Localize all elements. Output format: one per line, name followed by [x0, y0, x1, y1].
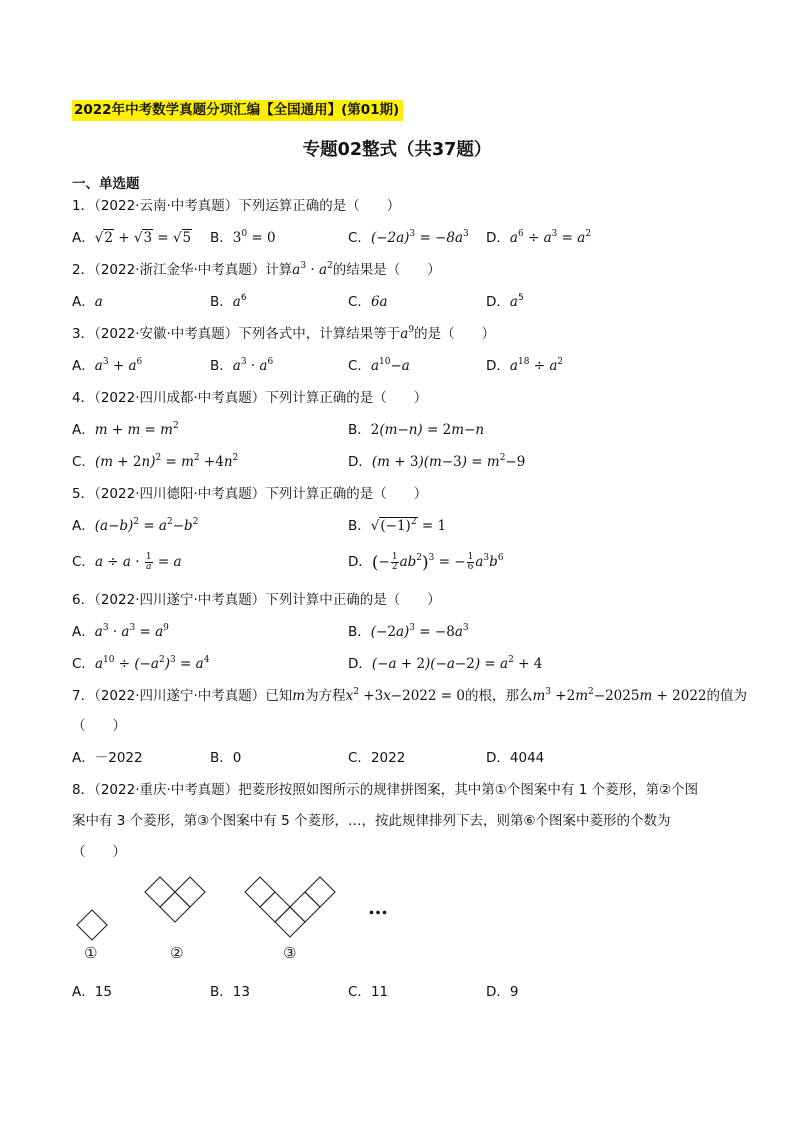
- q8-option-c: C．11: [348, 984, 389, 1000]
- q2-option-d: D．$a^5$: [486, 293, 524, 310]
- question-7: 7．（2022·四川遂宁·中考真题）已知m为方程$x^2 +3x-2022 = 0$的根，那么$m^3 +2m^2-2025m + 2022$的值为: [72, 687, 747, 704]
- q6-option-d: D．$(-a + 2)(-a-2) = a^2 + 4$: [348, 655, 543, 672]
- q1-option-a: A．√2 + √3 = √5: [72, 230, 192, 246]
- page-title: 专题02整式（共37题）: [302, 140, 492, 160]
- pattern-2-rhombus-left: [145, 877, 175, 907]
- pattern-2-rhombus-bottom: [160, 892, 190, 922]
- q4-option-d: D．$(m + 3)(m-3) = m^2-9$: [348, 453, 526, 470]
- q3-option-a: A．$a^3 + a^6$: [72, 357, 143, 374]
- pattern-3-rhombus-1: [245, 877, 275, 907]
- q3-option-b: B．$a^3 \cdot a^6$: [210, 357, 274, 374]
- q4-option-b: B．2(m−n) = 2m−n: [348, 422, 485, 438]
- q4-option-a: A．$m + m = m^2$: [72, 421, 179, 438]
- q5-option-d: D．(− $\frac{1}{2}$ $ab^2)^3$ = − $\frac{1}{6}$ $a^3b^6$: [348, 552, 504, 573]
- q7-option-c: C．2022: [348, 750, 406, 766]
- question-3: 3．（2022·安徽·中考真题）下列各式中，计算结果等于$a^9$的是（ ）: [72, 325, 496, 342]
- q7-option-d: D．4044: [486, 750, 545, 766]
- q4-option-c: C．$(m + 2n)^2 = m^2 +4n^2$: [72, 453, 239, 470]
- question-8: 8．（2022·重庆·中考真题）把菱形按照如图所示的规律拼图案，其中第①个图案中有 1 个菱形，第②个图: [72, 782, 699, 798]
- question-7-blank: （ ）: [72, 718, 126, 734]
- section-heading: 一、单选题: [72, 176, 140, 192]
- q5-option-c: C．a ÷ a · $\frac{1}{a}$ = a: [72, 552, 182, 572]
- exam-banner: 2022年中考数学真题分项汇编【全国通用】(第01期): [72, 100, 403, 121]
- pattern-2-rhombus-right: [175, 877, 205, 907]
- question-8-blank: （ ）: [72, 844, 126, 860]
- rhombus-pattern-figure: [70, 872, 370, 944]
- question-5: 5．（2022·四川德阳·中考真题）下列计算正确的是（ ）: [72, 486, 428, 502]
- q1-option-b: B．$3^0 = 0$: [210, 229, 276, 246]
- q5-option-b: B．$√(-1)^2 = 1$: [348, 517, 447, 534]
- pattern-3-rhombus-3: [275, 907, 305, 937]
- pattern-3-label: ③: [283, 944, 297, 962]
- q1-option-d: D．$a^6 \div a^3 = a^2$: [486, 229, 592, 246]
- pattern-1-rhombus: [77, 910, 107, 940]
- q6-option-a: A．$a^3 \cdot a^3 = a^9$: [72, 623, 169, 640]
- question-8-line2: 案中有 3 个菱形，第③个图案中有 5 个菱形，…，按此规律排列下去，则第⑥个图案中菱形的个数为: [72, 813, 671, 829]
- pattern-3-rhombus-5: [305, 877, 335, 907]
- question-4: 4．（2022·四川成都·中考真题）下列计算正确的是（ ）: [72, 390, 428, 406]
- q8-option-d: D．9: [486, 984, 519, 1000]
- q5-option-a: A．$(a-b)^2 = a^2-b^2$: [72, 517, 199, 534]
- q6-option-c: C．$a^{10} \div (-a^2)^3 = a^4$: [72, 655, 210, 672]
- q2-option-c: C．6a: [348, 294, 388, 310]
- pattern-3-rhombus-4: [290, 892, 320, 922]
- q2-option-a: A．a: [72, 294, 103, 310]
- q3-option-c: C．$a^{10}-a$: [348, 357, 410, 374]
- q1-option-c: C．$(-2a)^3 = -8a^3$: [348, 229, 469, 246]
- q7-option-b: B．0: [210, 750, 242, 766]
- question-6: 6．（2022·四川遂宁·中考真题）下列计算中正确的是（ ）: [72, 592, 441, 608]
- q8-option-a: A．15: [72, 984, 112, 1000]
- q3-option-d: D．$a^{18} \div a^2$: [486, 357, 564, 374]
- q7-option-a: A．－2022: [72, 750, 143, 766]
- q6-option-b: B．$(-2a)^3 = -8a^3$: [348, 623, 469, 640]
- pattern-3-rhombus-2: [260, 892, 290, 922]
- question-2: 2．（2022·浙江金华·中考真题）计算$a^3 \cdot a^2$的结果是（ ）: [72, 261, 441, 278]
- q8-option-b: B．13: [210, 984, 250, 1000]
- pattern-ellipsis: …: [368, 895, 389, 919]
- question-1: 1．（2022·云南·中考真题）下列运算正确的是（ ）: [72, 198, 401, 214]
- pattern-1-label: ①: [84, 944, 98, 962]
- pattern-2-label: ②: [170, 944, 184, 962]
- q2-option-b: B．$a^6$: [210, 293, 247, 310]
